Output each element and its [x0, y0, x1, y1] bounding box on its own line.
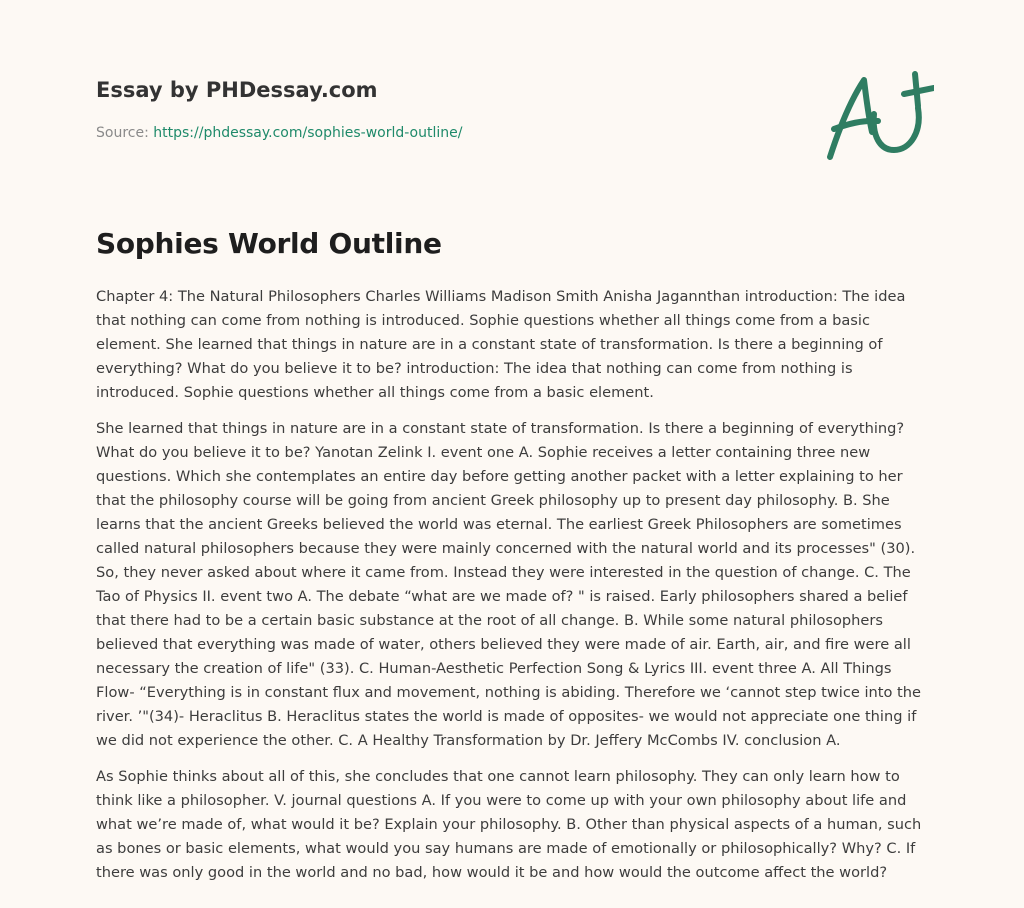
paragraph: She learned that things in nature are in a constant state of transformation. Is there a beginning of everything? What do you believe it to be? Yanotan Zelink I. event one A. Sophie receives a letter containing three new questions. Which she contemplates an entire day before getting another packet with a letter explaining to her that the philosophy course will be going from ancient Greek philosophy up to present day philosophy. B. She learns that the ancient Greeks believed the world was eternal. The earliest Greek Philosophers are sometimes called natural philosophers because they were mainly concerned with the natural world and its processes" (30). So, they never asked about where it came from. Instead they were interested in the question of change. C. The Tao of Physics II. event two A. The debate “what are we made of? " is raised. Early philosophers shared a belief that there had to be a certain basic substance at the root of all change. B. While some natural philosophers believed that everything was made of water, others believed they were made of air. Earth, air, and fire were all necessary the creation of life" (33). C. Human-Aesthetic Perfection Song & Lyrics III. event three A. All Things Flow- “Everything is in constant flux and movement, nothing is abiding. Therefore we ‘cannot step twice into the river. ’"(34)- Heraclitus B. Heraclitus states the world is made of opposites- we would not appreciate one thing if we did not experience the other. C. A Healthy Transformation by Dr. Jeffery McCombs IV. conclusion A. — [96, 420, 922, 749]
paragraph: As Sophie thinks about all of this, she concludes that one cannot learn philosophy. They can only learn how to think like a philosopher. V. journal questions A. If you were to come up with your own philosophy about life and what we’re made of, what would it be? Explain your philosophy. B. Other than physical aspects of a human, such as bones or basic elements, what would you say humans are made of emotionally or philosophically? Why? C. If there was only good in the world and no bad, how would it be and how would the outcome affect the world? — [96, 768, 922, 881]
page-header — [96, 76, 796, 143]
paragraph: Chapter 4: The Natural Philosophers Charles Williams Madison Smith Anisha Jagannthan introduction: The idea that nothing can come from nothing is introduced. Sophie questions whether all things come from a basic element. She learned that things in nature are in a constant state of transformation. Is there a beginning of everything? What do you believe it to be? introduction: The idea that nothing can come from nothing is introduced. Sophie questions whether all things come from a basic element. — [96, 288, 906, 401]
source-line — [96, 123, 796, 143]
document-body — [96, 285, 932, 897]
brand-title: Essay by PHDessay.com — [96, 78, 378, 102]
source-link[interactable]: https://phdessay.com/sophies-world-outline/ — [153, 125, 463, 141]
a-plus-grade-icon — [818, 66, 934, 166]
document-title: Sophies World Outline — [96, 227, 442, 260]
source-label: Source: — [96, 125, 149, 141]
